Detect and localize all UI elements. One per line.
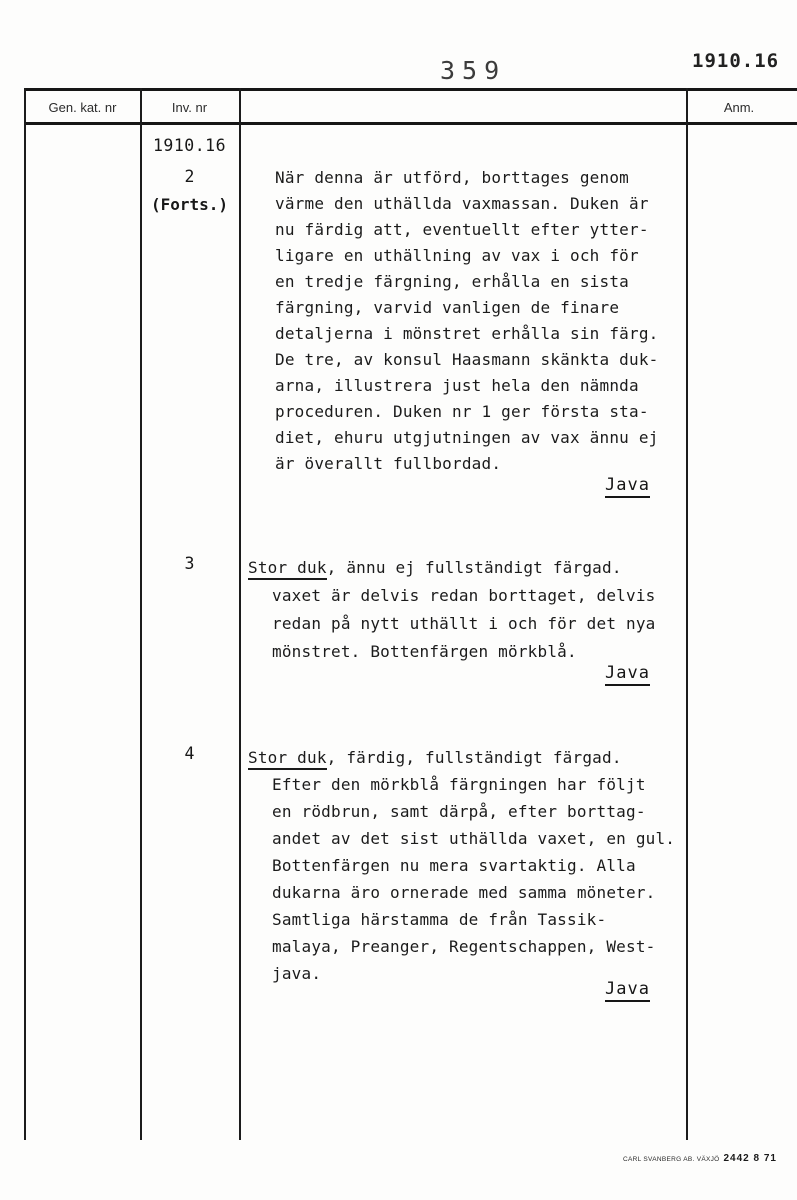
column-header-inv-nr: Inv. nr bbox=[171, 100, 208, 115]
continuation-note: (Forts.) bbox=[150, 195, 229, 214]
text-line: andet av det sist uthällda vaxet, en gul. bbox=[272, 829, 676, 848]
text-line: dukarna äro ornerade med samma möneter. bbox=[272, 883, 656, 902]
text-line: När denna är utförd, borttages genom bbox=[275, 168, 629, 187]
text-line: vaxet är delvis redan borttaget, delvis bbox=[272, 586, 656, 605]
text-line: är överallt fullbordad. bbox=[275, 454, 502, 473]
text-line: Efter den mörkblå färgningen har följt bbox=[272, 775, 646, 794]
text-line: De tre, av konsul Haasmann skänkta duk- bbox=[275, 350, 659, 369]
text-line: en tredje färgning, erhålla en sista bbox=[275, 272, 629, 291]
origin-label-java-3: Java bbox=[558, 979, 650, 999]
text-line: nu färdig att, eventuellt efter ytter- bbox=[275, 220, 649, 239]
entry-3-heading: Stor duk bbox=[248, 558, 327, 580]
column-header-gen-kat-nr: Gen. kat. nr bbox=[48, 100, 117, 115]
origin-label-java-1: Java bbox=[558, 475, 650, 495]
text-line: detaljerna i mönstret erhålla sin färg. bbox=[275, 324, 659, 343]
entry-3-first-line: Stor duk, ännu ej fullständigt färgad. bbox=[248, 554, 686, 582]
catalog-entry-2-text bbox=[275, 165, 680, 477]
text-line: Bottenfärgen nu mera svartaktig. Alla bbox=[272, 856, 636, 875]
catalog-entry-4-continuation bbox=[248, 771, 686, 987]
text-line: proceduren. Duken nr 1 ger första sta- bbox=[275, 402, 649, 421]
text-line: redan på nytt uthällt i och för det nya bbox=[272, 614, 656, 633]
item-number-4: 4 bbox=[184, 744, 195, 763]
corner-reference: 1910.16 bbox=[692, 50, 780, 72]
text-line: värme den uthällda vaxmassan. Duken är bbox=[275, 194, 649, 213]
catalog-entry-4-text bbox=[248, 744, 686, 771]
entry-4-heading: Stor duk bbox=[248, 748, 327, 770]
text-line: malaya, Preanger, Regentschappen, West- bbox=[272, 937, 656, 956]
item-number-3: 3 bbox=[184, 554, 195, 573]
table-divider-body-anm bbox=[686, 88, 688, 1140]
table-divider-inv-body bbox=[239, 88, 241, 1140]
origin-label-java-2: Java bbox=[558, 663, 650, 683]
text-line: arna, illustrera just hela den nämnda bbox=[275, 376, 639, 395]
entry-4-first-line: Stor duk, färdig, fullständigt färgad. bbox=[248, 744, 686, 771]
text-line: Samtliga härstamma de från Tassik- bbox=[272, 910, 607, 929]
text-line: en rödbrun, samt därpå, efter borttag- bbox=[272, 802, 646, 821]
catalog-entry-3-text bbox=[248, 554, 686, 582]
column-header-anm: Anm. bbox=[723, 100, 755, 115]
text-line: ligare en uthällning av vax i och för bbox=[275, 246, 639, 265]
printer-imprint bbox=[623, 1153, 777, 1164]
page-number: 359 bbox=[440, 56, 507, 85]
text-line: diet, ehuru utgjutningen av vax ännu ej bbox=[275, 428, 659, 447]
table-divider-genkat-inv bbox=[140, 88, 142, 1140]
item-number-2: 2 bbox=[184, 167, 195, 186]
inventory-number: 1910.16 bbox=[152, 136, 227, 155]
printer-name: CARL SVANBERG AB. VÄXJÖ bbox=[623, 1156, 720, 1163]
catalog-entry-3-continuation bbox=[248, 582, 686, 666]
text-line: mönstret. Bottenfärgen mörkblå. bbox=[272, 642, 577, 661]
text-line: färgning, varvid vanligen de finare bbox=[275, 298, 620, 317]
printer-code: 2442 8 71 bbox=[723, 1153, 777, 1164]
table-left-border bbox=[24, 88, 26, 1140]
text-line: java. bbox=[272, 964, 322, 983]
